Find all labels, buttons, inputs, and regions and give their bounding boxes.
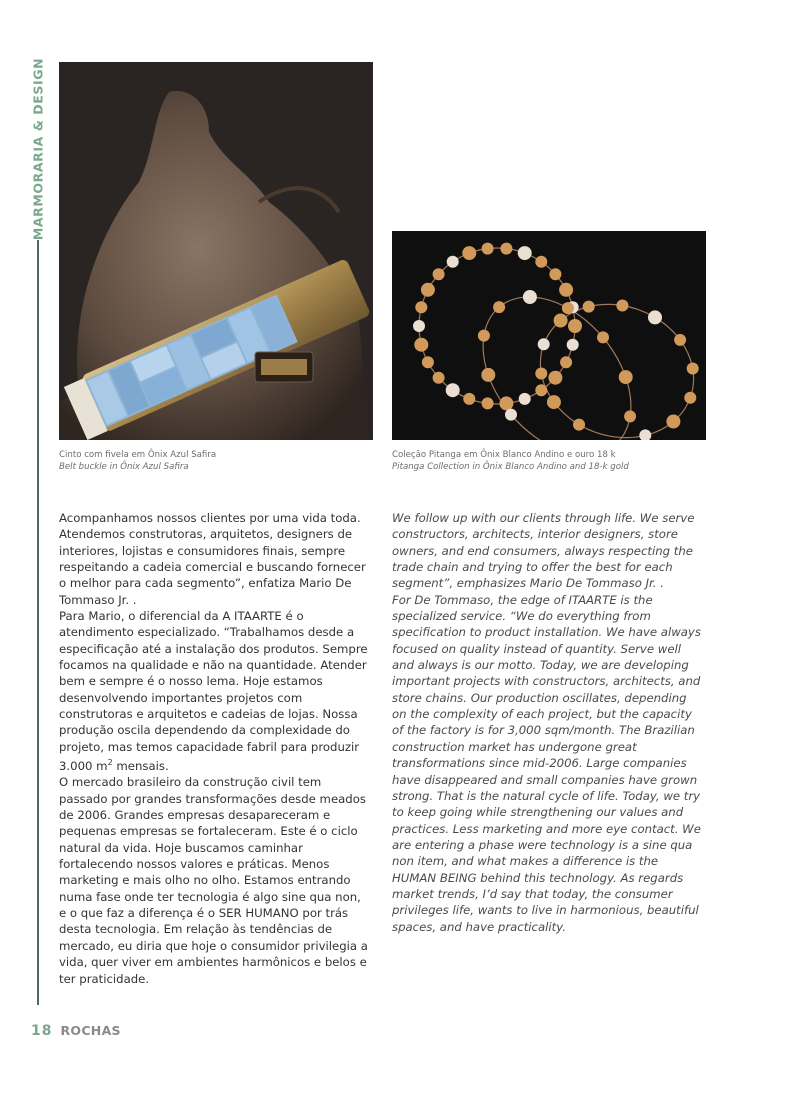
bead: [422, 356, 434, 368]
bead: [518, 246, 532, 260]
article-paragraph: We follow up with our clients through life. We serve constructors, architects, interior designers, store owners, and end consumers, always respecting the trade chain and trying to offer the best for each segment”, emphasizes Mario De Tommaso Jr. .: [392, 511, 695, 591]
article-paragraph: Acompanhamos nossos clientes por uma vida toda. Atendemos construtoras, arquitetos, designers de interiores, lojistas e consumidores finais, sempre respeitando a cadeia comercial e buscando fornecer o melhor para cada segmento”, enfatiza Mario De Tommaso Jr. .: [59, 511, 366, 607]
bead: [597, 331, 609, 343]
bead: [549, 268, 561, 280]
bead: [463, 393, 475, 405]
superscript: 2: [107, 758, 113, 768]
bead: [446, 383, 460, 397]
bead: [554, 314, 568, 328]
bead: [433, 372, 445, 384]
bead: [523, 290, 537, 304]
bead: [481, 368, 495, 382]
caption-portuguese: Coleção Pitanga em Ônix Blanco Andino e ouro 18 k: [392, 450, 616, 460]
section-label: [30, 57, 46, 241]
bead: [624, 410, 636, 422]
bead: [447, 256, 459, 268]
bead: [560, 356, 572, 368]
bead: [478, 330, 490, 342]
bead: [567, 339, 579, 351]
bead: [547, 395, 561, 409]
bead: [619, 370, 633, 384]
bead: [538, 338, 550, 350]
bead: [415, 301, 427, 313]
bead: [684, 392, 696, 404]
bead: [573, 419, 585, 431]
bead: [433, 268, 445, 280]
bead: [462, 246, 476, 260]
bead: [519, 393, 531, 405]
bead: [562, 302, 574, 314]
side-rule-divider: [37, 240, 39, 1005]
bead: [568, 319, 582, 333]
bead: [414, 338, 428, 352]
section-label-text: MARMORARIA & DESIGN: [30, 57, 46, 241]
bead: [482, 243, 494, 255]
article-paragraph: For De Tommaso, the edge of ITAARTE is the specialized service. “We do everything from specification to product installation. We have always focused on quality instead of quantity. Serve well and always is our motto. Today, we are developing important projects with constructors, architects, and store chains. Our production oscillates, depending on the complexity of each project, but the capacity of the factory is for 3,000 sqm/month. The Brazilian construction market has undergone great transformations since mid-2006. Large companies have disappeared and small companies have grown strong. That is the natural cycle of life. Today, we try to keep going while strengthening our values and practices. Less marketing and more eye contact. We are entering a phase were technology is a sine qua non item, and what makes a difference is the HUMAN BEING behind this technology. As regards market trends, I’d say that today, the consumer privileges life, wants to live in harmonious, beautiful spaces, and have practicality.: [392, 592, 701, 934]
bead: [559, 283, 573, 297]
bead: [535, 384, 547, 396]
bead: [413, 320, 425, 332]
caption-english: Pitanga Collection in Ônix Blanco Andino and 18-k gold: [392, 462, 629, 472]
bead: [500, 243, 512, 255]
magazine-logo: ROCHAS: [60, 1023, 121, 1038]
bead: [583, 301, 595, 313]
bead: [687, 363, 699, 375]
page-number: 18: [31, 1023, 53, 1039]
caption-pitanga-collection: [392, 449, 629, 473]
bead: [616, 300, 628, 312]
bead: [499, 396, 513, 410]
article-paragraph: Para Mario, o diferencial da A ITAARTE é o atendimento especializado. “Trabalhamos desde a especificação até a instalação dos produtos. Sempre focamos na qualidade e não na quantidade. Atender bem e sempre é o nosso lema. Hoje estamos desenvolvendo importantes projetos com construtoras e arquitetos e cadeias de lojas. Nossa produção oscila dependendo da complexidade do projeto, mas temos capacidade fabril para produzir 3.000 $m^2$ mensais.: [59, 609, 368, 774]
bead: [535, 368, 547, 380]
bead: [548, 371, 562, 385]
bead: [421, 283, 435, 297]
bead: [482, 397, 494, 409]
page-footer: [31, 1023, 121, 1039]
photo-pitanga-collection: [392, 231, 706, 440]
bead: [666, 415, 680, 429]
bead: [535, 256, 547, 268]
article-paragraph: O mercado brasileiro da construção civil tem passado por grandes transformações desde meados de 2006. Grandes empresas desapareceram e pequenas empresas se fortaleceram. Este é o ciclo natural da vida. Hoje buscamos caminhar fortalecendo nossos valores e práticas. Menos marketing e mais olho no olho. Estamos entrando numa fase onde ter tecnologia é algo sine qua non, e o que faz a diferença é o SER HUMANO por trás desta tecnologia. Em relação às tendências de mercado, eu diria que hoje o consumidor privilegia a vida, quer viver em ambientes harmônicos e belos e ter praticidade.: [59, 775, 368, 986]
caption-portuguese: Cinto com fivela em Ônix Azul Safira: [59, 450, 217, 460]
bead: [493, 301, 505, 313]
bead: [505, 409, 517, 421]
article-column-portuguese: [59, 510, 371, 987]
caption-belt-buckle: [59, 449, 216, 473]
caption-english: Belt buckle in Ônix Azul Safira: [59, 462, 189, 472]
article-column-english: [392, 510, 704, 935]
photo-belt-buckle: [59, 62, 373, 440]
bead: [648, 310, 662, 324]
bead: [674, 334, 686, 346]
